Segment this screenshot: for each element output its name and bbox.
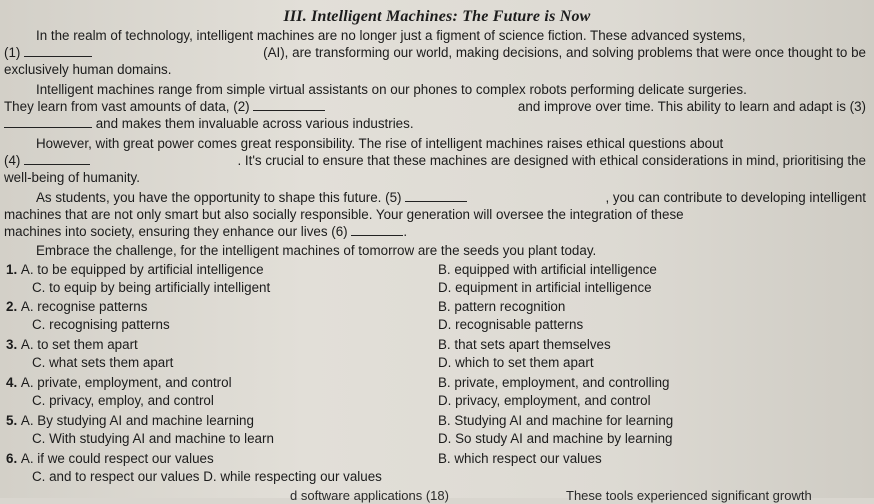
q3-option-d[interactable]: D. which to set them apart [438,355,594,370]
q4-option-c[interactable]: C. privacy, employ, and control [32,393,214,408]
p1-line-2 [4,45,866,61]
q4-option-a[interactable]: 4. A. private, employment, and control [6,375,232,390]
p4-line-2: machines that are not only smart but also socially responsible. Your generation will oversee the integration of these [4,207,684,222]
q3-option-a[interactable]: 3. A. to set them apart [6,337,138,352]
p1-line-1: In the realm of technology, intelligent machines are no longer just a figment of science fiction. These advanced systems, [36,28,746,43]
blank-2[interactable] [253,99,325,111]
q5-option-c[interactable]: C. With studying AI and machine to learn [32,431,274,446]
q6-option-c[interactable]: C. and to respect our values D. while respecting our values [32,469,382,484]
blank-4[interactable] [24,153,90,165]
p2-line-3-text: and makes them invaluable across various industries. [95,116,414,131]
q1-option-a[interactable]: 1. A. to be equipped by artificial intelligence [6,262,264,277]
q3-option-c[interactable]: C. what sets them apart [32,355,174,370]
q2-option-a[interactable]: 2. A. recognise patterns [6,299,148,314]
q1-option-c[interactable]: C. to equip by being artificially intelligent [32,280,271,295]
p1-line-3: exclusively human domains. [4,62,172,77]
p5-line: Embrace the challenge, for the intelligent machines of tomorrow are the seeds you plant today. [36,243,597,258]
blank-1[interactable] [24,45,92,57]
q2-option-c[interactable]: C. recognising patterns [32,317,170,332]
q3-option-b[interactable]: B. that sets apart themselves [438,337,611,352]
blank-6[interactable] [351,224,403,236]
p4-line-1a: As students, you have the opportunity to shape this future. (5) [36,190,402,205]
section-title: III. Intelligent Machines: The Future is Now [283,8,591,25]
p3-line-2 [4,153,866,169]
cutoff-text-left: d software applications (18) [290,488,449,503]
p2-line-2 [4,99,866,115]
p4-line-3a: machines into society, ensuring they enhance our lives (6) [4,224,348,239]
p4-line-1 [36,190,866,206]
blank-5[interactable] [405,190,467,202]
q5-option-b[interactable]: B. Studying AI and machine for learning [438,413,674,428]
blank-number-1: (1) [4,45,21,60]
q6-option-d[interactable]: D. while respecting our values [203,469,382,484]
p3-line-2-text: . It's crucial to ensure that these machines are designed with ethical considerations in mind, prioritising the [237,153,866,168]
blank-number-4: (4) [4,153,21,168]
p2-line-1: Intelligent machines range from simple virtual assistants on our phones to complex robots performing delicate surgeries. [36,82,747,97]
q6-option-a[interactable]: 6. A. if we could respect our values [6,451,214,466]
q1-option-b[interactable]: B. equipped with artificial intelligence [438,262,657,277]
p2-line-3 [4,116,414,132]
p2-line-2a: They learn from vast amounts of data, (2) [4,99,250,114]
p1-line-2-text: (AI), are transforming our world, making decisions, and solving problems that were once thought to be [263,45,866,60]
p3-line-3: well-being of humanity. [4,170,140,185]
q1-option-d[interactable]: D. equipment in artificial intelligence [438,280,652,295]
q5-option-d[interactable]: D. So study AI and machine by learning [438,431,673,446]
p2-line-2b: and improve over time. This ability to learn and adapt is (3) [517,99,866,114]
p4-line-3 [4,224,407,240]
q2-option-d[interactable]: D. recognisable patterns [438,317,584,332]
q6-option-b[interactable]: B. which respect our values [438,451,602,466]
q4-option-b[interactable]: B. private, employment, and controlling [438,375,670,390]
p4-line-1b: , you can contribute to developing intelligent [605,190,866,205]
q5-option-a[interactable]: 5. A. By studying AI and machine learning [6,413,254,428]
q2-option-b[interactable]: B. pattern recognition [438,299,566,314]
p3-line-1: However, with great power comes great responsibility. The rise of intelligent machines raises ethical questions about [36,136,724,151]
blank-3[interactable] [4,116,92,128]
cutoff-text-right: These tools experienced significant growth [566,488,812,503]
p4-line-3b: . [403,224,408,239]
q4-option-d[interactable]: D. privacy, employment, and control [438,393,651,408]
